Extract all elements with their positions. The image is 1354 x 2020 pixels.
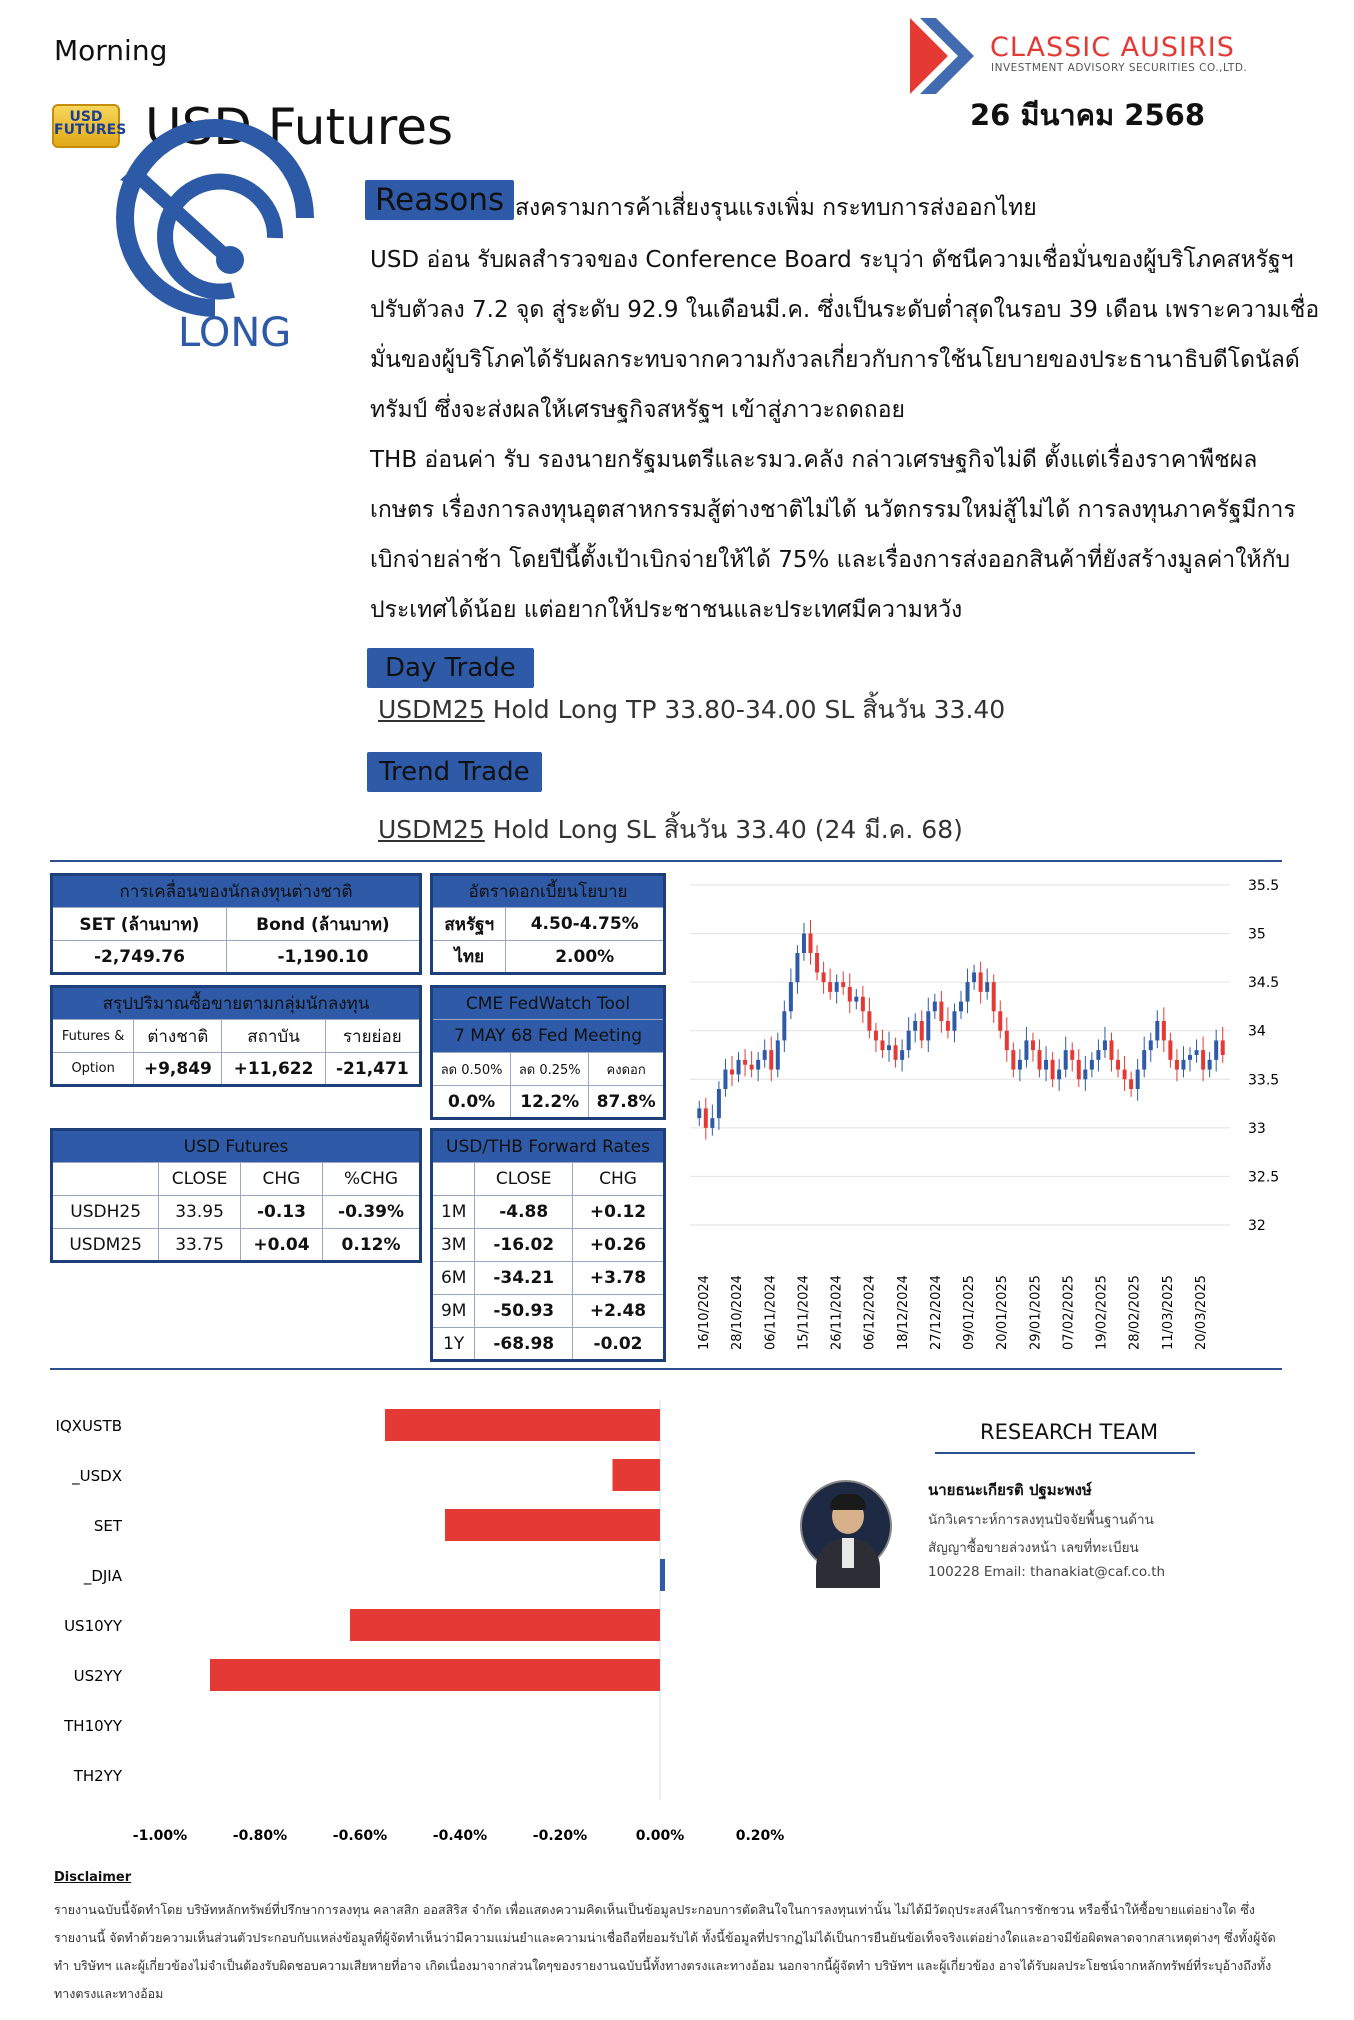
candle-body — [835, 982, 839, 992]
candle-body — [992, 982, 996, 1011]
candle-body — [1149, 1040, 1153, 1050]
market-change-bar-chart — [50, 1390, 785, 1850]
forward-rates-h1: CLOSE — [475, 1163, 573, 1196]
x-tick-label: 20/03/2025 — [1193, 1275, 1209, 1350]
candle-body — [1155, 1021, 1159, 1040]
policy-rate-title: อัตราดอกเบี้ยนโยบาย — [432, 875, 665, 908]
policy-rate-us-value: 4.50-4.75% — [506, 908, 665, 941]
fedwatch-cut50: 0.0% — [432, 1086, 511, 1119]
table-row — [432, 1328, 665, 1361]
usd-futures-h3: %CHG — [323, 1163, 421, 1196]
candle-body — [952, 1011, 956, 1030]
candle-body — [1103, 1040, 1107, 1050]
bar-category-label: SET — [93, 1517, 122, 1535]
candle-body — [769, 1050, 773, 1069]
forward-rates-blank — [432, 1163, 475, 1196]
research-team-title: RESEARCH TEAM — [980, 1420, 1159, 1444]
candle-body — [1136, 1070, 1140, 1089]
candle-body — [1142, 1050, 1146, 1069]
x-tick-label: 15/11/2024 — [796, 1275, 812, 1350]
candle-body — [1090, 1060, 1094, 1070]
candle-body — [828, 982, 832, 992]
forward-tenor: 1Y — [432, 1328, 475, 1361]
candle-body — [1031, 1040, 1035, 1050]
x-tick-label: 18/12/2024 — [895, 1275, 911, 1350]
candle-body — [1116, 1060, 1120, 1070]
candle-body — [717, 1089, 721, 1118]
usd-futures-name: USDM25 — [52, 1229, 159, 1262]
candle-body — [822, 972, 826, 982]
fedwatch-h1: ลด 0.50% — [432, 1053, 511, 1086]
x-tick-label: 27/12/2024 — [928, 1275, 944, 1350]
page-title: USD Futures — [145, 98, 454, 156]
reasons-tag: Reasons — [365, 180, 514, 220]
fedwatch-title1: CME FedWatch Tool — [432, 987, 665, 1020]
candle-body — [1011, 1050, 1015, 1069]
candle-body — [1070, 1050, 1074, 1060]
y-tick-label: 32 — [1248, 1218, 1266, 1234]
candle-body — [1005, 1031, 1009, 1050]
candle-body — [1208, 1060, 1212, 1070]
candle-body — [1024, 1040, 1028, 1059]
candle-body — [795, 953, 799, 982]
y-tick-label: 35 — [1248, 926, 1266, 943]
x-tick-label: 19/02/2025 — [1094, 1275, 1110, 1350]
divider-top — [50, 860, 1282, 862]
candle-body — [959, 1002, 963, 1012]
candle-body — [946, 1021, 950, 1031]
candle-body — [1221, 1040, 1225, 1055]
usd-futures-close: 33.75 — [159, 1229, 240, 1262]
candle-body — [1038, 1050, 1042, 1069]
investor-summary-retail: -21,471 — [325, 1053, 420, 1086]
table-row — [432, 1262, 665, 1295]
bar-x-tick-label: -0.80% — [232, 1828, 288, 1844]
candle-body — [1057, 1070, 1061, 1080]
disclaimer-body: รายงานฉบับนี้จัดทำโดย บริษัทหลักทรัพย์ที่ปรึกษาการลงทุน คลาสสิก ออสสิริส จำกัด เพื่อแสดงความคิดเห็นเป็นข้อมูลประกอบการตัดสินใจในการลงทุนเท่านั้น ไม่ได้มีวัตถุประสงค์ในการชักชวน หรือชี้นำให้ซื้อขายแต่อย่างใด ซึ่งรายงานนี้ จัดทำด้วยความเห็นส่วนตัวประกอบกับแหล่งข้อมูลที่ผู้จัดทำเห็นว่ามีความแม่นยำและความน่าเชื่อถือที่ยอมรับได้ ทั้งนี้ข้อมูลที่ปรากฏไม่ได้เป็นการยืนยันข้อเท็จจริงแต่อย่างใดและอาจมีข้อผิดพลาดจากสาเหตุต่างๆ ซึ่งทั้งผู้จัดทำ บริษัทฯ และผู้เกี่ยวข้องไม่จำเป็นต้องรับผิดชอบความเสียหายที่อาจ เกิดเนื่องมาจากส่วนใดๆของรายงานฉบับนี้ทั้งทางตรงและทางอ้อม นอกจากนี้ผู้จัดทำ บริษัทฯ และผู้เกี่ยวข้อง อาจได้รับผลประโยชน์จากหลักทรัพย์ที่ระบุอ้างถึงทั้งทางตรงและทางอ้อม — [54, 1902, 1276, 2001]
company-subtitle: INVESTMENT ADVISORY SECURITIES CO.,LTD. — [991, 62, 1248, 74]
candle-body — [737, 1060, 741, 1075]
investor-summary-foreign: +9,849 — [134, 1053, 222, 1086]
candle-body — [1201, 1050, 1205, 1069]
investor-summary-title: สรุปปริมาณซื้อขายตามกลุ่มนักลงทุน — [52, 987, 421, 1020]
investor-summary-institution: +11,622 — [222, 1053, 325, 1086]
bar-x-tick-label: -0.20% — [532, 1828, 588, 1844]
table-row — [52, 1196, 421, 1229]
candle-body — [815, 953, 819, 972]
y-tick-label: 34.5 — [1248, 975, 1280, 992]
table-row — [432, 1295, 665, 1328]
trend-trade-tag: Trend Trade — [367, 752, 542, 792]
y-tick-label: 35.5 — [1248, 878, 1280, 894]
trend-trade-symbol: USDM25 — [378, 815, 485, 844]
table-row — [432, 1229, 665, 1262]
candle-body — [782, 1011, 786, 1040]
usd-futures-name: USDH25 — [52, 1196, 159, 1229]
analyst-avatar — [800, 1480, 892, 1572]
x-tick-label: 06/11/2024 — [763, 1275, 779, 1350]
usd-futures-chg: -0.13 — [240, 1196, 322, 1229]
bar — [613, 1459, 661, 1491]
investor-summary-h1: ต่างชาติ — [134, 1020, 222, 1053]
usd-futures-chg: +0.04 — [240, 1229, 322, 1262]
candle-body — [1123, 1070, 1127, 1080]
bar-category-label: IQXUSTB — [55, 1417, 122, 1435]
usd-futures-table — [50, 1128, 422, 1263]
fedwatch-h2: ลด 0.25% — [511, 1053, 589, 1086]
fedwatch-cut25: 12.2% — [511, 1086, 589, 1119]
forward-tenor: 9M — [432, 1295, 475, 1328]
candle-body — [854, 997, 858, 1002]
y-tick-label: 32.5 — [1248, 1169, 1280, 1186]
candle-body — [1064, 1050, 1068, 1069]
table-row — [52, 1229, 421, 1262]
usd-futures-pct: -0.39% — [323, 1196, 421, 1229]
candle-body — [1129, 1079, 1133, 1089]
candle-body — [926, 1011, 930, 1040]
day-trade-tag: Day Trade — [367, 648, 534, 688]
usd-futures-h2: CHG — [240, 1163, 322, 1196]
day-trade-line — [378, 690, 1005, 730]
x-tick-label: 06/12/2024 — [862, 1275, 878, 1350]
usd-futures-close: 33.95 — [159, 1196, 240, 1229]
bar-x-tick-label: -1.00% — [132, 1828, 188, 1844]
candle-body — [809, 934, 813, 953]
forward-chg: -0.02 — [573, 1328, 665, 1361]
candle-body — [1181, 1060, 1185, 1070]
reason-paragraph-usd: USD อ่อน รับผลสำรวจของ Conference Board ระบุว่า ดัชนีความเชื่อมั่นของผู้บริโภคสหรัฐฯ ปรับตัวลง 7.2 จุด สู่ระดับ 92.9 ในเดือนมี.ค. ซึ่งเป็นระดับต่ำสุดในรอบ 39 เดือน เพราะความเชื่อมั่นของผู้บริโภคได้รับผลกระทบจากความกังวลเกี่ยวกับการใช้นโยบายของประธานาธิบดีโดนัลด์ ทรัมป์ ซึ่งจะส่งผลให้เศรษฐกิจสหรัฐฯ เข้าสู่ภาวะถดถอย — [370, 247, 1320, 423]
reason-paragraph-thb: THB อ่อนค่า รับ รองนายกรัฐมนตรีและรมว.คลัง กล่าวเศรษฐกิจไม่ดี ตั้งแต่เรื่องราคาพืชผลเกษตร เรื่องการลงทุนอุตสาหกรรมสู้ต่างชาติไม่ได้ นวัตกรรมใหม่สู้ไม่ได้ การลงทุนภาครัฐมีการเบิกจ่ายล่าช้า โดยปีนี้ตั้งเป้าเบิกจ่ายให้ได้ 75% และเรื่องการส่งออกสินค้าที่ยังสร้างมูลค่าให้กับประเทศได้น้อย แต่อยากให้ประชาชนและประเทศมีความหวัง — [370, 447, 1296, 623]
candle-body — [802, 934, 806, 953]
report-date: 26 มีนาคม 2568 — [970, 98, 1206, 132]
analyst-name: นายธนะเกียรติ ปฐมะพงษ์ — [928, 1481, 1092, 1499]
investor-summary-label2: Option — [52, 1053, 134, 1086]
fedwatch-hold: 87.8% — [589, 1086, 665, 1119]
foreign-flow-table — [50, 873, 422, 975]
bar-category-label: TH2YY — [73, 1767, 122, 1785]
candle-body — [1018, 1060, 1022, 1070]
usd-futures-logo — [52, 104, 127, 148]
candle-body — [848, 987, 852, 1002]
investor-summary-table — [50, 985, 422, 1087]
bar-category-label: _USDX — [72, 1467, 122, 1485]
forward-close: -16.02 — [475, 1229, 573, 1262]
x-tick-label: 26/11/2024 — [829, 1275, 845, 1350]
trend-trade-line — [378, 810, 963, 850]
bar-x-tick-label: 0.20% — [735, 1828, 785, 1844]
session-label: Morning — [54, 34, 168, 67]
candle-body — [1162, 1021, 1166, 1040]
candle-body — [789, 982, 793, 1011]
candle-body — [743, 1060, 747, 1065]
candle-body — [1195, 1050, 1199, 1055]
investor-summary-label1: Futures & — [52, 1020, 134, 1053]
x-tick-label: 20/01/2025 — [995, 1275, 1011, 1350]
candle-body — [939, 1002, 943, 1021]
foreign-flow-h2: Bond (ล้านบาท) — [226, 908, 420, 941]
analyst-role-1: นักวิเคราะห์การลงทุนปัจจัยพื้นฐานด้าน — [928, 1512, 1154, 1528]
y-tick-label: 33.5 — [1248, 1072, 1280, 1089]
policy-rate-th-label: ไทย — [432, 941, 506, 974]
candle-body — [763, 1050, 767, 1060]
forward-close: -4.88 — [475, 1196, 573, 1229]
candle-body — [723, 1070, 727, 1089]
forward-chg: +0.12 — [573, 1196, 665, 1229]
forward-chg: +3.78 — [573, 1262, 665, 1295]
bar — [350, 1609, 660, 1641]
target-icon — [120, 160, 320, 310]
candle-body — [730, 1070, 734, 1075]
candle-body — [894, 1045, 898, 1060]
bar-x-tick-label: 0.00% — [635, 1828, 685, 1844]
candle-body — [933, 1002, 937, 1012]
table-row — [432, 1196, 665, 1229]
candle-body — [1175, 1060, 1179, 1070]
usd-futures-pct: 0.12% — [323, 1229, 421, 1262]
forward-close: -34.21 — [475, 1262, 573, 1295]
candle-body — [1044, 1060, 1048, 1070]
bar-x-tick-label: -0.60% — [332, 1828, 388, 1844]
day-trade-symbol: USDM25 — [378, 695, 485, 724]
candle-body — [1214, 1040, 1218, 1059]
research-divider — [935, 1452, 1195, 1454]
candle-body — [841, 982, 845, 987]
day-trade-text: Hold Long TP 33.80-34.00 SL สิ้นวัน 33.40 — [484, 695, 1006, 724]
usd-futures-blank — [52, 1163, 159, 1196]
fedwatch-title2: 7 MAY 68 Fed Meeting — [432, 1020, 665, 1053]
bar-x-tick-label: -0.40% — [432, 1828, 488, 1844]
bar-category-label: US10YY — [64, 1617, 122, 1635]
candle-body — [1077, 1060, 1081, 1079]
x-tick-label: 07/02/2025 — [1061, 1275, 1077, 1350]
foreign-flow-title: การเคลื่อนของนักลงทุนต่างชาติ — [52, 875, 421, 908]
candle-body — [1083, 1070, 1087, 1080]
fedwatch-h3: คงดอก — [589, 1053, 665, 1086]
foreign-flow-set: -2,749.76 — [52, 941, 227, 974]
candle-body — [867, 1011, 871, 1030]
candle-body — [979, 972, 983, 991]
candle-body — [887, 1045, 891, 1050]
forward-rates-title: USD/THB Forward Rates — [432, 1130, 665, 1163]
candle-body — [704, 1108, 708, 1127]
trend-trade-text: Hold Long SL สิ้นวัน 33.40 (24 มี.ค. 68) — [484, 815, 963, 844]
candle-body — [966, 982, 970, 1001]
candle-body — [880, 1040, 884, 1050]
x-tick-label: 11/03/2025 — [1160, 1275, 1176, 1350]
foreign-flow-h1: SET (ล้านบาท) — [52, 908, 227, 941]
forward-close: -68.98 — [475, 1328, 573, 1361]
investor-summary-h3: รายย่อย — [325, 1020, 420, 1053]
candle-body — [1109, 1040, 1113, 1059]
bar — [445, 1509, 660, 1541]
usd-futures-h1: CLOSE — [159, 1163, 240, 1196]
candle-body — [1188, 1055, 1192, 1060]
company-name: CLASSIC AUSIRIS — [990, 32, 1235, 63]
forward-chg: +2.48 — [573, 1295, 665, 1328]
candle-body — [776, 1040, 780, 1069]
candle-body — [1051, 1060, 1055, 1079]
forward-tenor: 1M — [432, 1196, 475, 1229]
investor-summary-h2: สถาบัน — [222, 1020, 325, 1053]
usd-futures-title: USD Futures — [52, 1130, 421, 1163]
policy-rate-table — [430, 873, 666, 975]
analyst-contact: 100228 Email: thanakiat@caf.co.th — [928, 1564, 1166, 1580]
disclaimer-title: Disclaimer — [54, 1870, 132, 1885]
candle-body — [697, 1108, 701, 1118]
bar — [660, 1559, 665, 1591]
policy-rate-th-value: 2.00% — [506, 941, 665, 974]
bar — [385, 1409, 660, 1441]
forward-chg: +0.26 — [573, 1229, 665, 1262]
candle-body — [920, 1021, 924, 1040]
candle-body — [972, 972, 976, 982]
candle-body — [907, 1031, 911, 1050]
bar — [210, 1659, 660, 1691]
x-tick-label: 28/02/2025 — [1127, 1275, 1143, 1350]
candle-body — [998, 1011, 1002, 1030]
forward-close: -50.93 — [475, 1295, 573, 1328]
forward-rates-table — [430, 1128, 666, 1362]
candle-body — [913, 1021, 917, 1031]
bar-category-label: _DJIA — [83, 1567, 122, 1585]
policy-rate-us-label: สหรัฐฯ — [432, 908, 506, 941]
fedwatch-table — [430, 985, 666, 1120]
bar-category-label: US2YY — [73, 1667, 122, 1685]
x-tick-label: 16/10/2024 — [697, 1275, 712, 1350]
forward-tenor: 6M — [432, 1262, 475, 1295]
y-tick-label: 33 — [1248, 1120, 1266, 1137]
candle-body — [710, 1118, 714, 1128]
candle-body — [756, 1060, 760, 1070]
candle-body — [874, 1031, 878, 1041]
signal-label: LONG — [178, 310, 292, 356]
reasons-headline: สงครามการค้าเสี่ยงรุนแรงเพิ่ม กระทบการส่งออกไทย — [515, 195, 1037, 221]
y-tick-label: 34 — [1248, 1023, 1266, 1040]
x-tick-label: 28/10/2024 — [730, 1275, 746, 1350]
usdthb-candlestick-chart — [690, 875, 1290, 1375]
logo-text: USD FUTURES — [54, 109, 127, 138]
candle-body — [1168, 1040, 1172, 1059]
candle-body — [1096, 1050, 1100, 1060]
foreign-flow-bond: -1,190.10 — [226, 941, 420, 974]
forward-rates-h2: CHG — [573, 1163, 665, 1196]
candle-body — [900, 1050, 904, 1060]
candle-body — [750, 1065, 754, 1070]
bar-category-label: TH10YY — [64, 1717, 122, 1735]
x-tick-label: 29/01/2025 — [1028, 1275, 1044, 1350]
divider-bottom — [50, 1368, 1282, 1370]
candle-body — [985, 982, 989, 992]
analyst-role-2: สัญญาซื้อขายล่วงหน้า เลขที่ทะเบียน — [928, 1540, 1139, 1556]
forward-tenor: 3M — [432, 1229, 475, 1262]
x-tick-label: 09/01/2025 — [962, 1275, 977, 1350]
candle-body — [861, 997, 865, 1012]
